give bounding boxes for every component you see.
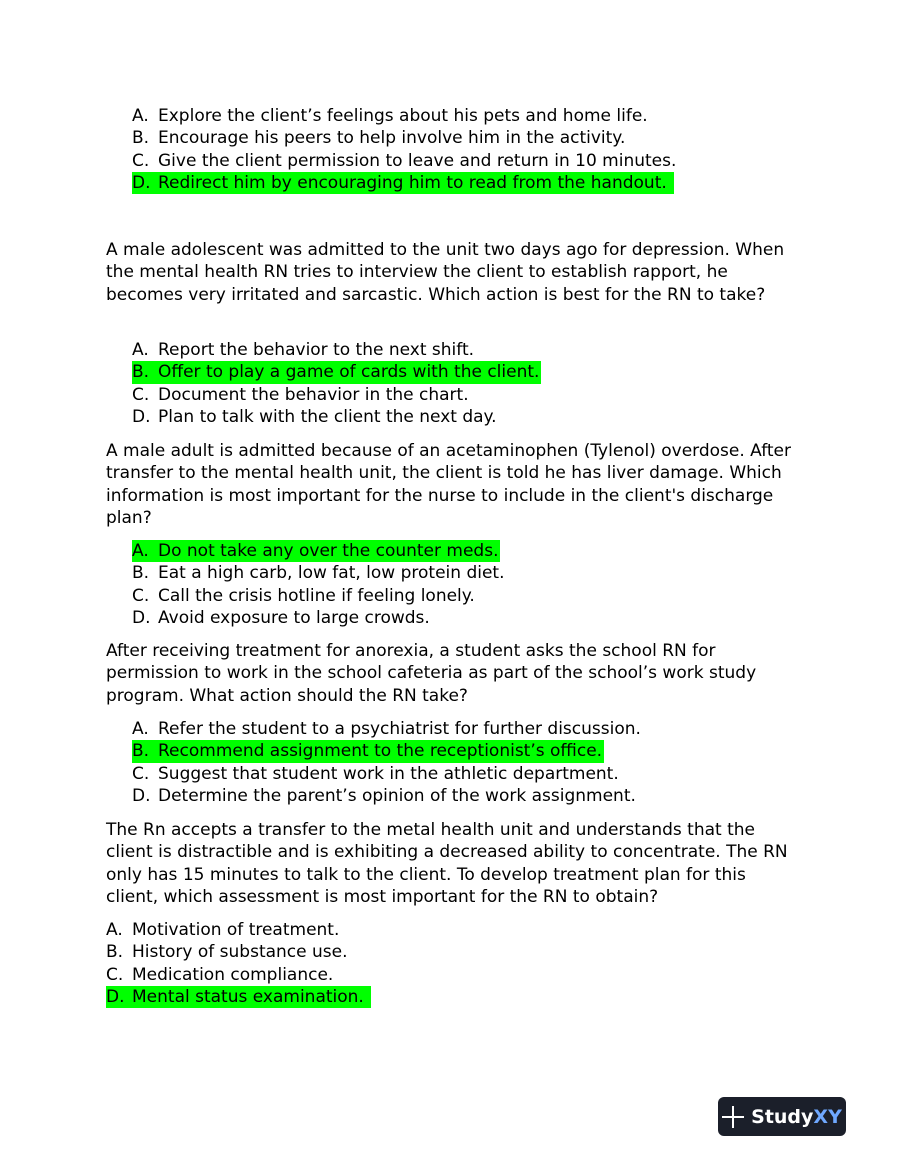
- question-text: After receiving treatment for anorexia, a student asks the school RN for permission to work in the school cafeteria as part of the school’s work study program. What action should the RN take?: [106, 641, 757, 706]
- option-b-answer: [132, 361, 541, 383]
- option-a: A. Motivation of treatment.: [106, 920, 340, 940]
- option-d: D. Determine the parent’s opinion of the work assignment.: [132, 785, 636, 806]
- answer-highlight: B. Offer to play a game of cards with the client.: [132, 362, 540, 383]
- options-list: [106, 919, 371, 1008]
- option-a-answer: [132, 540, 506, 562]
- options-list: [132, 105, 678, 194]
- options-list: [132, 339, 541, 428]
- option-a: A. Report the behavior to the next shift.: [132, 340, 475, 360]
- answer-highlight: D. Mental status examination.: [106, 986, 371, 1008]
- option-b: B. Encourage his peers to help involve him in the activity.: [132, 128, 626, 149]
- answer-highlight: A. Do not take any over the counter meds.: [132, 541, 499, 561]
- question-text: The Rn accepts a transfer to the metal health unit and understands that the client is distractible and is exhibiting a decreased ability to concentrate. The RN only has 15 minutes to talk to the client. To develop treatment plan for this client, which assessment is most important for the RN to obtain?: [106, 820, 788, 907]
- option-d-answer: [106, 986, 371, 1008]
- question-text: A male adult is admitted because of an acetaminophen (Tylenol) overdose. After transfer to the mental health unit, the client is told he has liver damage. Which information is most important for the nurse to include in the client's discharge plan?: [106, 441, 791, 528]
- answer-highlight: B. Recommend assignment to the receptionist’s office.: [132, 741, 603, 762]
- option-c: C. Call the crisis hotline if feeling lonely.: [132, 585, 475, 606]
- studyxy-logo[interactable]: [718, 1097, 846, 1136]
- option-d: D. Plan to talk with the client the next day.: [132, 406, 497, 427]
- options-list: [132, 718, 643, 807]
- brand-name: StudyXY: [751, 1105, 842, 1128]
- option-a: A. Refer the student to a psychiatrist for further discussion.: [132, 719, 641, 739]
- option-a: A. Explore the client’s feelings about his pets and home life.: [132, 106, 648, 126]
- question-text: A male adolescent was admitted to the unit two days ago for depression. When the mental health RN tries to interview the client to establish rapport, he becomes very irritated and sarcastic. Which action is best for the RN to take?: [106, 240, 785, 305]
- options-list: [132, 540, 506, 629]
- option-d-answer: [132, 172, 678, 194]
- plus-icon: [722, 1106, 744, 1128]
- option-d: D. Avoid exposure to large crowds.: [132, 607, 430, 628]
- option-c: C. Document the behavior in the chart.: [132, 384, 469, 405]
- option-c: C. Suggest that student work in the athletic department.: [132, 763, 619, 784]
- option-b-answer: [132, 740, 643, 762]
- option-b: B. History of substance use.: [106, 942, 348, 963]
- option-b: B. Eat a high carb, low fat, low protein diet.: [132, 563, 505, 584]
- answer-highlight: D. Redirect him by encouraging him to read from the handout.: [132, 172, 674, 194]
- option-c: C. Give the client permission to leave and return in 10 minutes.: [132, 150, 677, 171]
- option-c: C. Medication compliance.: [106, 964, 334, 985]
